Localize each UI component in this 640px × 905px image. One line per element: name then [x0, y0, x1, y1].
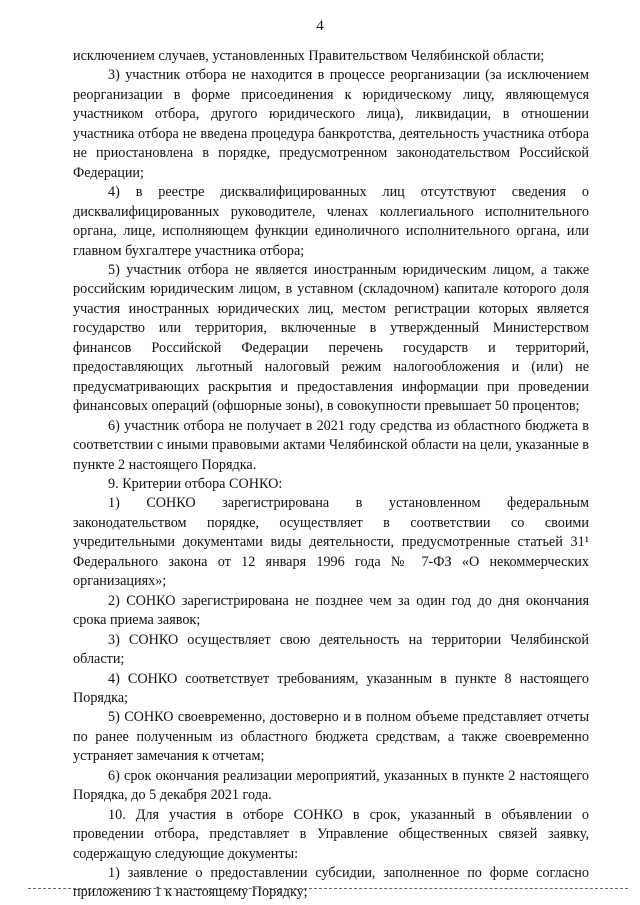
paragraph: 5) участник отбора не является иностранным юридическим лицом, а также российским юридическим лицом, в уставном (складочном) капитале которого доля участия иностранных юридических лиц, местом регистрации которых является государство или территория, включенные в утвержденный Министерством финансов Российской Федерации перечень государств и территорий, предоставляющих льготный налоговый режим налогообложения и (или) не предусматривающих раскрытия и предоставления информации при проведении финансовых операций (офшорные зоны), в совокупности превышает 50 процентов; [73, 261, 589, 415]
paragraph: 3) участник отбора не находится в процессе реорганизации (за исключением реорганизации в форме присоединения к юридическому лицу, являющемуся участником отбора, другого юридического лица), ликвидации, в отношении участника отбора не введена процедура банкротства, деятельность участника отбора не приостановлена в порядке, предусмотренном законодательством Российской Федерации; [73, 67, 589, 181]
paragraph: 4) в реестре дисквалифицированных лиц отсутствуют сведения о дисквалифицированных руководителе, членах коллегиального исполнительного органа, лице, исполняющем функции единоличного исполнительного органа, или главном бухгалтере участника отбора; [73, 184, 589, 259]
paragraph: 10. Для участия в отборе СОНКО в срок, указанный в объявлении о проведении отбора, представляет в Управление общественных связей заявку, содержащую следующие документы: [73, 806, 589, 862]
page-number: 4 [316, 18, 324, 34]
paragraph: 1) заявление о предоставлении субсидии, заполненное по форме согласно приложению 1 к настоящему Порядку; [73, 865, 589, 901]
paragraph: 2) СОНКО зарегистрирована не позднее чем за один год до дня окончания срока приема заявок; [73, 592, 589, 629]
paragraph: 4) СОНКО соответствует требованиям, указанным в пункте 8 настоящего Порядка; [73, 670, 589, 706]
document-body [73, 47, 589, 903]
paragraph: исключением случаев, установленных Правительством Челябинской области; [73, 48, 545, 64]
footer-divider [28, 888, 628, 889]
paragraph: 6) участник отбора не получает в 2021 году средства из областного бюджета в соответствии с иными правовыми актами Челябинской области на цели, указанные в пункте 2 настоящего Порядка. [73, 417, 589, 473]
paragraph: 1) СОНКО зарегистрирована в установленном федеральным законодательством порядке, осуществляет в соответствии со своими учредительными документами виды деятельности, предусмотренные статьей 31¹ Федерального закона от 12 января 1996 года № 7-ФЗ «О некоммерческих организациях»; [73, 495, 589, 590]
section-heading: 9. Критерии отбора СОНКО: [108, 475, 283, 492]
paragraph: 6) срок окончания реализации мероприятий, указанных в пункте 2 настоящего Порядка, до 5 декабря 2021 года. [73, 767, 589, 804]
paragraph: 5) СОНКО своевременно, достоверно и в полном объеме представляет отчеты по ранее полученным из областного бюджета средствам, а также своевременно устраняет замечания к отчетам; [73, 709, 589, 765]
paragraph: 3) СОНКО осуществляет свою деятельность на территории Челябинской области; [73, 631, 589, 668]
